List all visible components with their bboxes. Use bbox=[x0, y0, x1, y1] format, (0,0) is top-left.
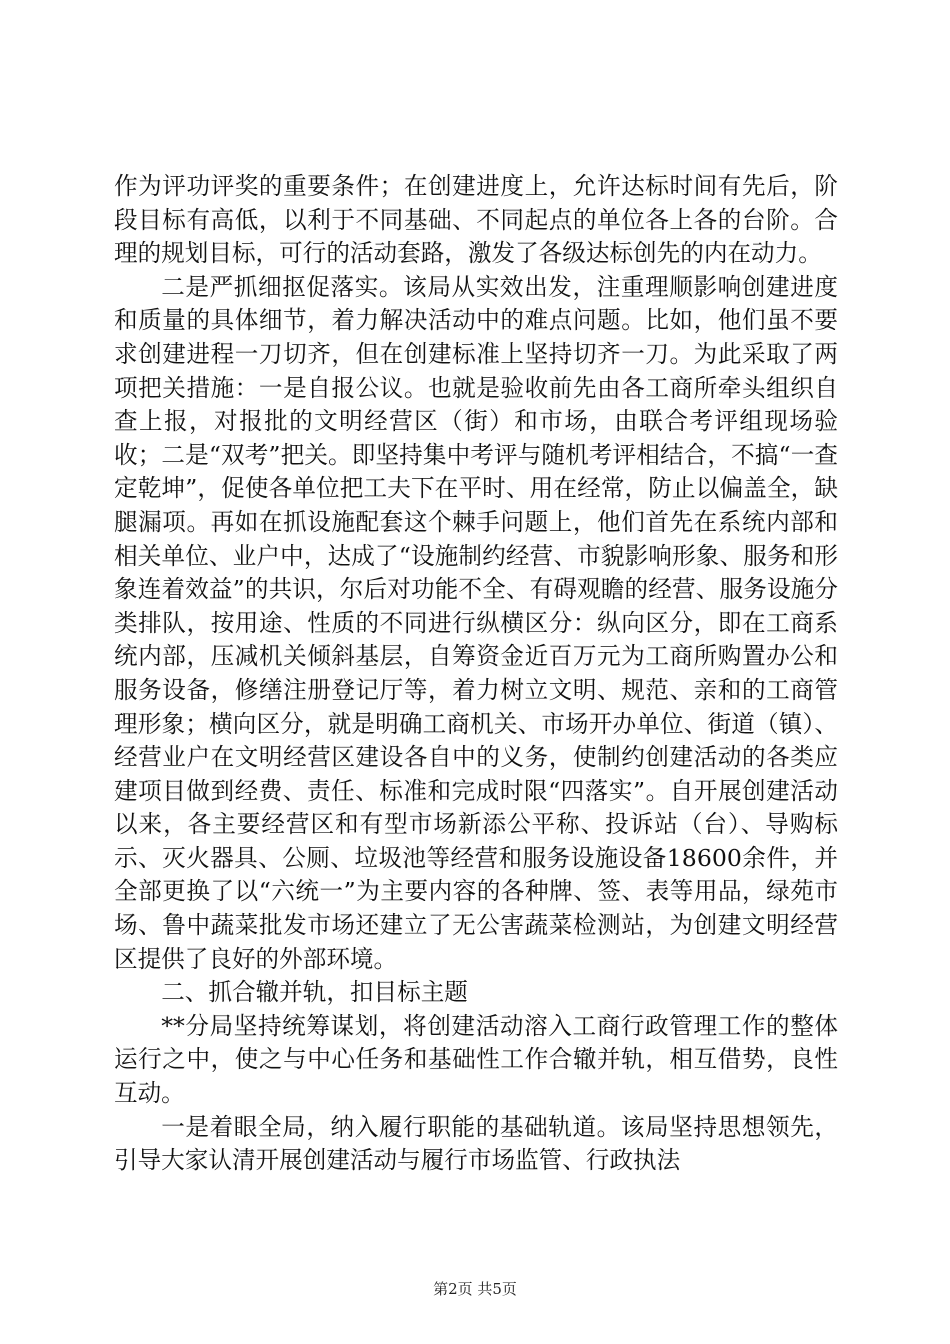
document-body bbox=[114, 170, 838, 1178]
section-heading: 二、抓合辙并轨，扣目标主题 bbox=[161, 978, 468, 1007]
paragraph: **分局坚持统筹谋划，将创建活动溶入工商行政管理工作的整体运行之中，使之与中心任务和基础性工作合辙并轨，相互借势，良性互动。 bbox=[114, 1011, 838, 1108]
page-number-footer: 第2页 共5页 bbox=[433, 1280, 517, 1298]
paragraph: 作为评功评奖的重要条件；在创建进度上，允许达标时间有先后，阶段目标有高低，以利于不同基础、不同起点的单位各上各的台阶。合理的规划目标，可行的活动套路，激发了各级达标创先的内在动力。 bbox=[114, 172, 838, 268]
paragraph: 二是严抓细抠促落实。该局从实效出发，注重理顺影响创建进度和质量的具体细节，着力解决活动中的难点问题。比如，他们虽不要求创建进程一刀切齐，但在创建标准上坚持切齐一刀。为此采取了两项把关措施：一是自报公议。也就是验收前先由各工商所牵头组织自查上报，对报批的文明经营区（街）和市场，由联合考评组现场验收；二是“双考”把关。即坚持集中考评与随机考评相结合，不搞“一查定乾坤”，促使各单位把工夫下在平时、用在经常，防止以偏盖全，缺腿漏项。再如在抓设施配套这个棘手问题上，他们首先在系统内部和相关单位、业户中，达成了“设施制约经营、市貌影响形象、服务和形象连着效益”的共识，尔后对功能不全、有碍观瞻的经营、服务设施分类排队，按用途、性质的不同进行纵横区分：纵向区分，即在工商系统内部，压减机关倾斜基层，自筹资金近百万元为工商所购置办公和服务设备，修缮注册登记厅等，着力树立文明、规范、亲和的工商管理形象；横向区分，就是明确工商机关、市场开办单位、街道（镇）、经营业户在文明经营区建设各自中的义务，使制约创建活动的各类应建项目做到经费、责任、标准和完成时限“四落实”。自开展创建活动以来，各主要经营区和有型市场新添公平称、投诉站（台）、导购标示、灭火器具、公厕、垃圾池等经营和服务设施设备18600余件，并全部更换了以“六统一”为主要内容的各种牌、签、表等用品，绿苑市场、鲁中蔬菜批发市场还建立了无公害蔬菜检测站，为创建文明经营区提供了良好的外部环境。 bbox=[114, 272, 838, 973]
paragraph: 一是着眼全局，纳入履行职能的基础轨道。该局坚持思想领先，引导大家认清开展创建活动与履行市场监管、行政执法 bbox=[114, 1112, 838, 1175]
